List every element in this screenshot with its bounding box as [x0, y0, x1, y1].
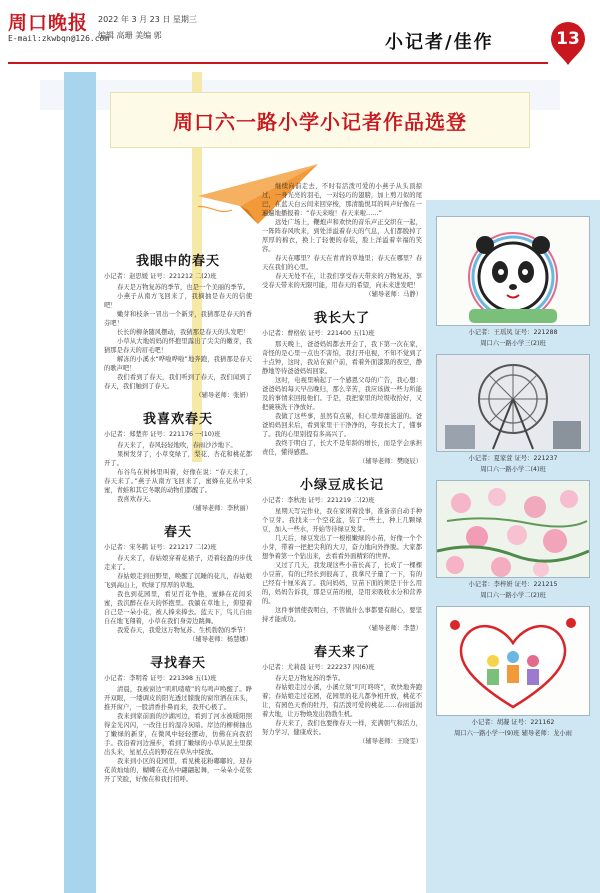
article-tutor: （辅导老师：樊晓辰） [359, 458, 422, 465]
article-title: 春天来了 [313, 645, 370, 660]
article-byline: 小记者：李秋池 证号：221219 二(2)班 [262, 497, 375, 504]
article-paragraph: 春天是万物复苏的季节，也是一个美丽的季节。 [117, 284, 250, 291]
article-paragraph: 解冻的小溪水“哗啦哗啦”地奔跑，我猜那是春天的歌声吧！ [104, 356, 252, 372]
drawing-item [432, 216, 594, 348]
vertical-blue-band [64, 72, 96, 893]
article-title: 春天 [163, 525, 192, 540]
article-paragraph: 几天后，绿豆发出了一根根嫩绿的小苗，好像一个个小芽，带着一把把尖利的大刀，奋力地向外挣脱。大家都想争着第一个钻出来，去看看外面精彩的世界。 [262, 535, 422, 560]
article-paragraph: 星期天写完作业，我在家闲着没事，准备亲自动手种个豆芽。我找来一个空花盆，装了一些土，种上几颗绿豆，加入一些水，开始等待绿豆发芽。 [262, 508, 422, 533]
article-tutor: （辅导老师：杨慧娜） [189, 636, 252, 643]
article-paragraph: 春姑娘走到田野里，唤醒了沉睡的花儿，春姑娘飞到高山上，吹绿了厚厚的草地。 [104, 573, 252, 589]
article-byline: 小记者：尤莉晨 证号：222237 四(6)班 [262, 664, 375, 671]
article-paragraph: 我终于明白了，长大不是年龄的增长，而是学会承担责任，懂得感恩。 [262, 440, 422, 456]
article-byline: 小记者：郑楚弈 证号：221176 一(10)班 [104, 431, 221, 438]
page-number-badge [548, 22, 588, 66]
article-paragraph: 又过了几天，我发现这些小苗长高了，长成了一棵棵小豆苗，有的已经长到很高了，我拿尺子量了一下，有的已经有十厘米高了。我问妈妈，豆苗下面的须是干什么用的，妈妈告诉我，那是豆苗的根，是用来吸收水分和营养的。 [262, 562, 422, 605]
drawing-caption: 小记者：李梓妍 证号：221215 [468, 581, 558, 588]
article-continued [262, 182, 422, 299]
article-paragraph: 春天无处不在，让我们享受春天带来的万物复苏，享受春天带来的无限可能，用春天的希望，向未来进发吧！ [262, 273, 422, 289]
article-byline: 小记者：宋冬鹤 证号：221217 二(2)班 [104, 544, 217, 551]
article-tutor: （辅导老师：李慧） [365, 625, 422, 632]
article-paragraph: 这时，电视里响起了一个感恩父母的广告，我心想：爸爸妈妈每天早出晚归，那么辛苦，我应该做一些力所能及的事情来回报他们。于是，我把家里的垃圾收拾好，又把碗筷洗干净放好。 [262, 377, 422, 411]
article-paragraph: 小燕子从南方飞回来了，我摘抽是春天的信使吧！ [104, 293, 252, 309]
article-title: 我长大了 [313, 311, 370, 326]
heart-drawing-image [436, 606, 590, 716]
article-paragraph: 我爱春天，我爱这万物复苏、生机勃勃的季节！ [117, 627, 250, 634]
article [104, 652, 252, 784]
article-paragraph: 小草从大地妈妈的怀抱里露出了尖尖的嫩芽，我猜那是春天的眉毛吧！ [104, 338, 252, 354]
drawing-caption: 周口六一路小学一(9)班 辅导老师：龙小雨 [454, 730, 572, 737]
middle-column [262, 182, 422, 754]
article-paragraph: 我来到小区的花园里，看见桃花粉嘟嘟的，迎春花黄灿灿的，蝴蝶在花丛中翩翩起舞，一朵朵小花张开了笑脸，好像在和我打招呼。 [104, 758, 252, 783]
header-rule [8, 62, 548, 64]
page-number: 13 [556, 29, 580, 49]
article-paragraph: 长长的柳条随风摆动，我猜那是春天的头发吧！ [117, 329, 250, 336]
flower-painting-image [436, 480, 590, 578]
drawing-item [432, 354, 594, 474]
article-paragraph: 这件事情使我明白，不管做什么事都要有耐心，要坚持才能成功。 [262, 607, 422, 623]
article-byline: 小记者：赵思媛 证号：221212 二(2)班 [104, 273, 217, 280]
article-title: 小绿豆成长记 [299, 478, 384, 493]
article-paragraph: 我来到家前面的沙湖河边，看到了河水被暖阳照得金光闪闪，一改往日的湿冷灰暗。岸边的柳树抽出了嫩绿的新芽，在微风中轻轻摆动，仿佛在向我招手。我沿着河边漫步，看到了嫩绿的小草从泥土里探出头来，星星点点的野花在草丛中绽放。 [104, 713, 252, 756]
article-tutor: （辅导老师：张妍） [195, 392, 252, 399]
article-paragraph: 继续向前走去，不时有活泼可爱的小燕子从头顶掠过，一身光亮的羽毛，一对轻巧的翅膀，加上剪刀似的尾巴，在蓝天白云间来回穿梭，那清脆悦耳的叫声好像在一遍遍地播报着：“春天来啦！春天来啦……” [262, 183, 422, 217]
article-byline: 小记者：曹格依 证号：221400 五(1)班 [262, 330, 375, 337]
article [262, 641, 422, 746]
article [104, 408, 252, 513]
article-paragraph: 春天来了，春姑娘穿着花裙子，迈着轻盈的步伐走来了。 [104, 555, 252, 571]
newspaper-logo: 周口晚报 [8, 12, 89, 34]
article-tutor: （辅导老师：王晓雯） [359, 738, 422, 745]
article-paragraph: 我喜欢春天。 [117, 496, 155, 503]
drawing-caption: 周口六一路小学二(4)班 [480, 466, 546, 473]
article-paragraph: 春天在哪里？春天在青青的草地里；春天在哪里？春天在我们的心里。 [262, 255, 422, 271]
article-tutor: （辅导老师：李秋丽） [189, 505, 252, 512]
drawing-item [432, 480, 594, 600]
article-paragraph: 布谷鸟在树林里叫着，好像在说：“春天来了，春天来了。”燕子从南方飞回来了，蜜蜂在花丛中采蜜，青蛙和其它冬眠的动物们都醒了。 [104, 469, 252, 494]
article-paragraph: 那天晚上，爸爸妈妈都去开会了，我下第一次在家，奇怪的是心里一点也不害怕，我打开电视，不知不觉到了十点钟，这时，我站在窗户前，看着外面漆黑的夜空，静静地等待爸爸妈妈回家。 [262, 341, 422, 375]
page-header [0, 0, 600, 64]
drawing-caption: 小记者：王瑶凤 证号：221288 [468, 329, 558, 336]
drawing-caption: 小记者：胡凝 证号：221162 [471, 719, 555, 726]
banner [110, 92, 530, 148]
article-paragraph: 远处广场上，鞭炮声和欢快的音乐声正交织在一起，一阵阵春风吹来，到处洋溢着春天的气息，人们都脱掉了厚厚的棉衣，换上了轻便的春装，脸上洋溢着幸福的笑容。 [262, 219, 422, 253]
article-title: 我喜欢春天 [142, 412, 213, 427]
panda-drawing-image [436, 216, 590, 326]
article-title: 我眼中的春天 [135, 254, 220, 269]
drawings-column [432, 216, 594, 744]
header-date: 2022 年 3 月 23 日 星期三 [98, 15, 197, 24]
banner-title: 周口六一路小学小记者作品选登 [173, 110, 467, 134]
article [104, 521, 252, 644]
section-title: 小记者/佳作 [385, 32, 494, 53]
article [104, 250, 252, 400]
article-paragraph: 清晨，我被窗边“叽叽喳喳”的鸟鸣声唤醒了。睁开双眼，一缕调皮的阳光透过朦胧的窗帘洒在床头，推开窗户，一股清香扑鼻而来，我开心极了。 [104, 686, 252, 711]
drawing-caption: 周口六一路小学二(2)班 [480, 592, 546, 599]
left-column [104, 250, 252, 792]
article-paragraph: 春天是万物复苏的季节。 [275, 675, 345, 682]
header-email: E-mail:zkwbqn@126.com [8, 34, 110, 43]
article-paragraph: 春天来了，我们也要像春天一样，充满朝气和活力，努力学习，健康成长。 [262, 720, 422, 736]
article-paragraph: 我们看到了春天，我们听到了春天，我们闻到了春天，我们触到了春天。 [104, 374, 252, 390]
drawing-item [432, 606, 594, 738]
article-tutor: （辅导老师：马静） [365, 291, 422, 298]
article [262, 474, 422, 633]
article-title: 寻找春天 [149, 656, 206, 671]
article-paragraph: 果树发芽了，小草变绿了，梨花、杏花和桃花都开了。 [104, 451, 252, 467]
article-byline: 小记者：李明希 证号：221398 五(1)班 [104, 675, 217, 682]
article-paragraph: 嫩芽和枝条一冒出一个新芽，我猜那是春天的香芬吧！ [104, 311, 252, 327]
article-paragraph: 春天来了，春风轻轻地吹，春雨沙沙地下。 [117, 442, 237, 449]
article-paragraph: 我也到花园里，看见百花争艳，蜜蜂在花间采蜜，我沉醉在春天的怀抱里。我躺在草地上，仰望着自己是一朵小花，被人捧来捧去。蓝天下，鸟儿自由自在地飞翔着，小草在我们身旁边跳舞。 [104, 591, 252, 625]
header-editor: 编辑 高珊 美编 郭 [98, 31, 162, 40]
article [262, 307, 422, 466]
ferris-wheel-drawing-image [436, 354, 590, 452]
article-paragraph: 我做了这些事，虽然有点累，但心里却甜滋滋的。爸爸妈妈回来后，看到家里干干净净的，夸我长大了，懂事了。我的心里别提有多高兴了。 [262, 413, 422, 438]
drawing-caption: 小记者：夏家萱 证号：221237 [468, 455, 558, 462]
article-paragraph: 春姑娘走过小溪，小溪立刻“叮叮咚咚”，欢快地奔跑着；春姑娘走过花园，花园里的花儿都争相开放，桃花不让，有园色天香的牡丹，有活泼可爱的桃花……春雨滋润着大地，让万物焕发出勃勃生机。 [262, 684, 422, 718]
drawing-caption: 周口六一路小学三(2)班 [480, 340, 546, 347]
